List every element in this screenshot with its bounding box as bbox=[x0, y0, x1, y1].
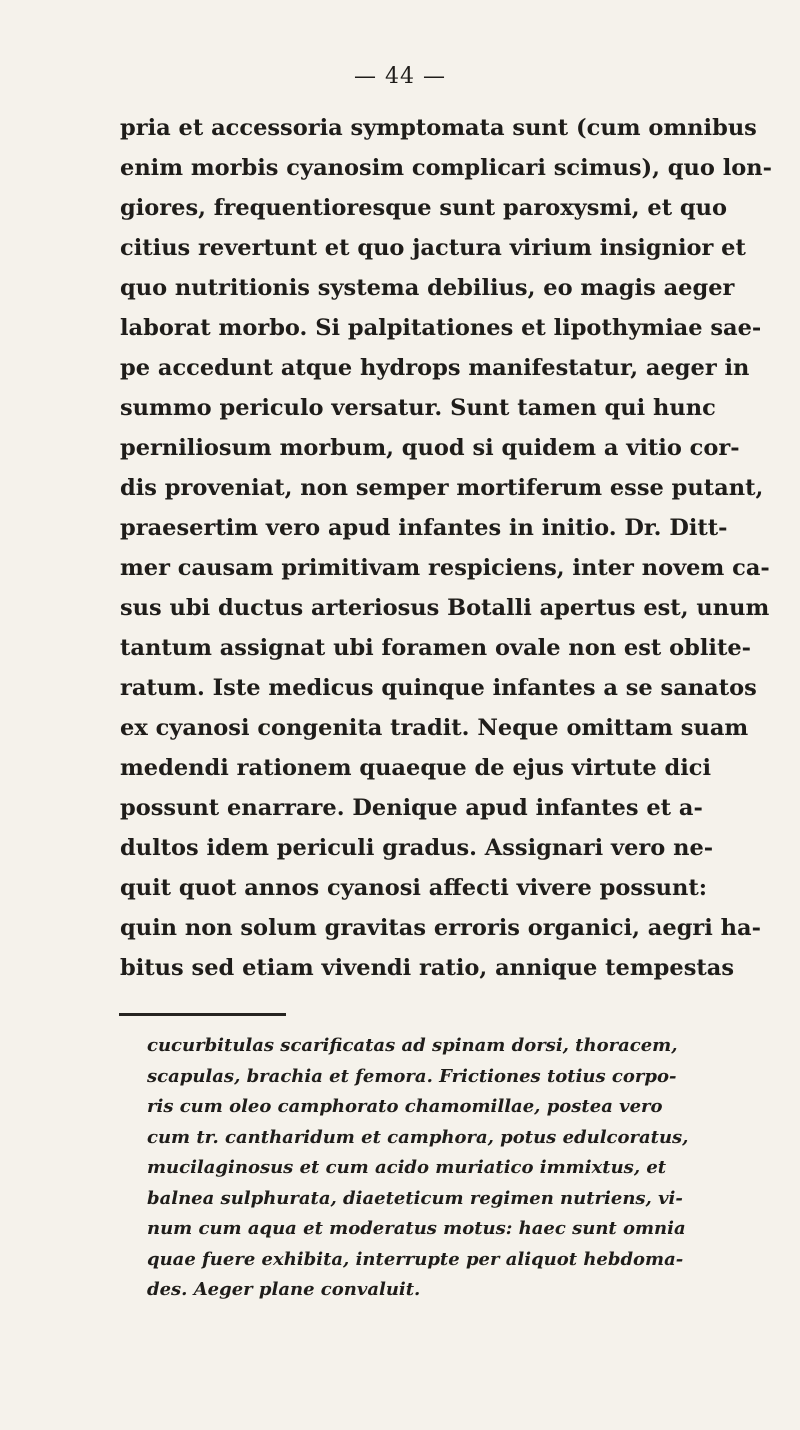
footnote-line: balnea sulphurata, diaeteticum regimen nutriens, vi- bbox=[147, 1187, 683, 1209]
text-line: summo periculo versatur. Sunt tamen qui hunc bbox=[120, 395, 716, 421]
text-line: dultos idem periculi gradus. Assignari vero ne- bbox=[120, 835, 714, 861]
footnote-line: cum tr. cantharidum et camphora, potus edulcoratus, bbox=[147, 1126, 689, 1148]
text-line: praesertim vero apud infantes in initio. Dr. Ditt- bbox=[120, 515, 728, 541]
footnote-line: ris cum oleo camphorato chamomillae, postea vero bbox=[147, 1096, 663, 1117]
text-line: medendi rationem quaeque de ejus virtute dici bbox=[120, 755, 712, 781]
footnote-line: num cum aqua et moderatus motus: haec sunt omnia bbox=[147, 1218, 686, 1239]
text-line: tantum assignat ubi foramen ovale non est oblite- bbox=[120, 635, 751, 661]
page-number: — 44 — bbox=[354, 64, 446, 89]
text-line: citius revertunt et quo jactura virium insignior et bbox=[120, 235, 746, 261]
text-line: pria et accessoria symptomata sunt (cum omnibus bbox=[120, 115, 757, 141]
text-line: dis proveniat, non semper mortiferum esse putant, bbox=[120, 475, 764, 501]
footnote-line: mucilaginosus et cum acido muriatico immixtus, et bbox=[147, 1157, 667, 1178]
text-line: bitus sed etiam vivendi ratio, annique tempestas bbox=[120, 955, 735, 981]
footnote-line: quae fuere exhibita, interrupte per aliquot hebdoma- bbox=[147, 1248, 684, 1270]
text-line: pe accedunt atque hydrops manifestatur, aeger in bbox=[120, 355, 750, 381]
footnote-line: scapulas, brachia et femora. Frictiones totius corpo- bbox=[147, 1065, 677, 1087]
footnote-line: cucurbitulas scarificatas ad spinam dorsi, thoracem, bbox=[147, 1035, 678, 1056]
text-line: quin non solum gravitas erroris organici, aegri ha- bbox=[120, 915, 761, 941]
text-line: sus ubi ductus arteriosus Botalli apertus est, unum bbox=[120, 595, 770, 621]
main-text-body bbox=[120, 108, 772, 988]
text-line: quit quot annos cyanosi affecti vivere possunt: bbox=[120, 875, 708, 901]
footnote-text bbox=[147, 1031, 727, 1306]
footnote-divider bbox=[119, 1013, 286, 1016]
footnote-line: des. Aeger plane convaluit. bbox=[147, 1279, 421, 1300]
text-line: enim morbis cyanosim complicari scimus), quo lon- bbox=[120, 155, 772, 181]
text-line: laborat morbo. Si palpitationes et lipothymiae sae- bbox=[120, 315, 762, 341]
text-line: quo nutritionis systema debilius, eo magis aeger bbox=[120, 275, 735, 301]
text-line: perniliosum morbum, quod si quidem a vitio cor- bbox=[120, 435, 740, 461]
text-line: ratum. Iste medicus quinque infantes a se sanatos bbox=[120, 675, 757, 701]
text-line: possunt enarrare. Denique apud infantes et a- bbox=[120, 795, 703, 821]
text-line: giores, frequentioresque sunt paroxysmi, et quo bbox=[120, 195, 728, 221]
text-line: ex cyanosi congenita tradit. Neque omittam suam bbox=[120, 715, 749, 741]
text-line: mer causam primitivam respiciens, inter novem ca- bbox=[120, 555, 770, 581]
